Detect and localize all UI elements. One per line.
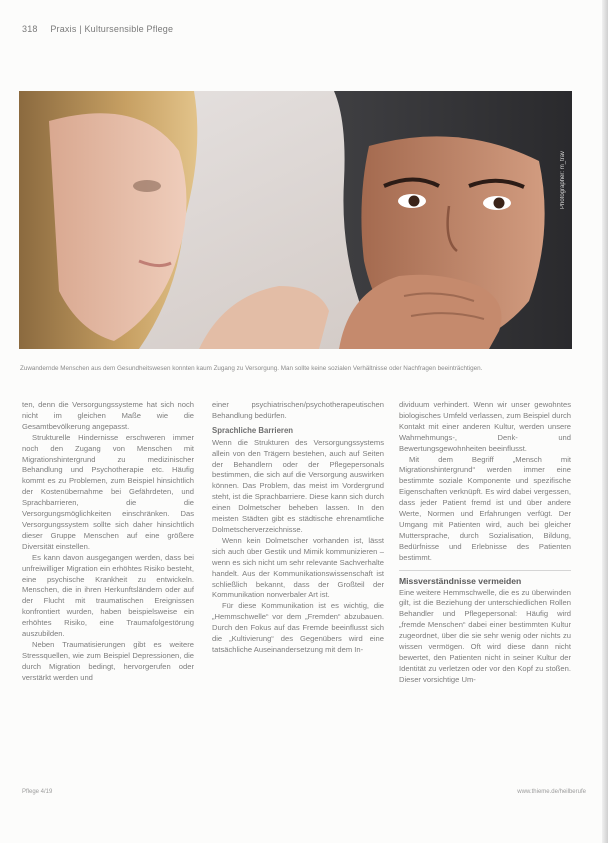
- page-binding-shadow: [602, 0, 608, 843]
- article-photo: [19, 91, 572, 349]
- text-column-3: [399, 400, 571, 686]
- body-paragraph: Es kann davon ausgegangen werden, dass bei unfreiwilliger Migration ein erhöhtes Risiko besteht, eine psychische Krankheit zu entwickeln. Menschen, die in ihren Herkunftsländern oder auf der Flucht mit traumatischen Ereignissen konfrontiert wurden, haben beispielsweise ein erhöhtes Risiko, eine Traumafolgestörung auszubilden.: [22, 552, 194, 639]
- running-title: Praxis | Kultursensible Pflege: [50, 24, 174, 34]
- body-paragraph: Neben Traumatisierungen gibt es weitere Stressquellen, wie zum Beispiel Depressionen, die durch Migration bedingt, hervorgerufen oder verstärkt werden und: [22, 639, 194, 682]
- running-header: [22, 24, 588, 40]
- body-paragraph: Mit dem Begriff „Mensch mit Migrationshintergrund“ werden immer eine bestimmte soziale Komponente und spezifische Eigenschaften verknüpft. Es wird dabei vergessen, dass jeder Patient fremd ist und über andere Werte, Normen und Erfahrungen verfügt. Der Umgang mit Patienten wird, auch bei gleicher Muttersprache, durch Sozialisation, Bildung, Bedürfnisse und Erlebnisse des Patienten bestimmt.: [399, 454, 571, 562]
- photo-illustration: [19, 91, 572, 349]
- footer-issue: Pflege 4/19: [22, 789, 53, 795]
- body-paragraph: ten, denn die Versorgungssysteme hat sich noch nicht im gleichen Maße wie die Gesamtbevölkerung angepasst.: [22, 400, 194, 431]
- body-paragraph: Strukturelle Hindernisse erschweren immer noch den Zugang von Menschen mit Migrationshintergrund zu medizinischer Behandlung und Psychotherapie etc. Häufig kommt es zu Problemen, zum Beispiel hinsichtlich der Kostenübernahme bei Gefährdeten, und Sprachbarrieren, die die Versorgungsmöglichkeiten einschränken. Das Versorgungssystem sollte sich daher hinsichtlich dieser Gruppe Menschen auf eine größere Diversität einstellen.: [22, 432, 194, 551]
- section-heading: Missverständnisse vermeiden: [399, 570, 571, 587]
- page-footer: [22, 789, 586, 801]
- body-paragraph: dividuum verhindert. Wenn wir unser gewohntes biologisches Umfeld verlassen, zum Beispiel durch Kontakt mit einer anderen Kultur, werden unsere Wahrnehmungs-, Denk- und Bewertungsgewohnheiten beeinflusst.: [399, 400, 571, 453]
- section-heading: Sprachliche Barrieren: [212, 425, 294, 435]
- body-paragraph: Wenn die Strukturen des Versorgungssystems allein von den Trägern bestehen, auch auf Seiten der Behandlern oder der Pflegepersonals bestimmen, die sich auf die Versorgung auswirken können. Das Problem, das meist im Vordergrund steht, ist die Sprachbarriere. Diese kann sich durch einen Dolmetscher beheben lassen. In den meisten Städten gibt es städtische ehrenamtliche Dolmetscherverzeichnisse.: [212, 437, 384, 534]
- footer-url: www.thieme.de/heilberufe: [517, 789, 586, 795]
- text-column-2: [212, 400, 384, 656]
- photo-caption: Zuwandernde Menschen aus dem Gesundheitswesen konnten kaum Zugang zu Versorgung. Man sollte keine sozialen Verhältnisse oder Nachfragen beeinträchtigen.: [20, 365, 483, 372]
- page-number: 318: [22, 24, 38, 34]
- body-paragraph: Wenn kein Dolmetscher vorhanden ist, lässt sich auch über Gestik und Mimik kommunizieren – wenn es sich nicht um sehr relevante Sachverhalte handelt. Aus der Kommunikationswissenschaft ist schließlich bekannt, dass der Großteil der Kommunikation nonverbaler Art ist.: [212, 535, 384, 600]
- body-paragraph: einer psychiatrischen/psychotherapeutischen Behandlung bedürfen.: [212, 400, 384, 420]
- body-paragraph: Eine weitere Hemmschwelle, die es zu überwinden gilt, ist die Beziehung der unterschiedlichen Rollen Behandler und Pflegepersonal: Häufig wird „fremde Menschen“ dabei einer bestimmten Kultur zugeordnet, über die sie sehr wenig oder nichts zu wissen vermögen. Oft wird diese dann nicht bewertet, den Patienten nicht in seiner Kultur der Identität zu verletzen oder vor den Kopf zu stoßen. Dieser vorsichtige Um-: [399, 587, 571, 684]
- photo-credit: Photographer: m_trav: [560, 150, 566, 209]
- body-paragraph: Für diese Kommunikation ist es wichtig, die „Hemmschwelle“ vor dem „Fremden“ abzubauen. Durch den Fokus auf das Fremde beeinflusst sich die „Kultivierung“ des Gegenübers wird eine tatsächliche Auseinandersetzung mit dem In-: [212, 601, 384, 654]
- text-column-1: [22, 400, 194, 684]
